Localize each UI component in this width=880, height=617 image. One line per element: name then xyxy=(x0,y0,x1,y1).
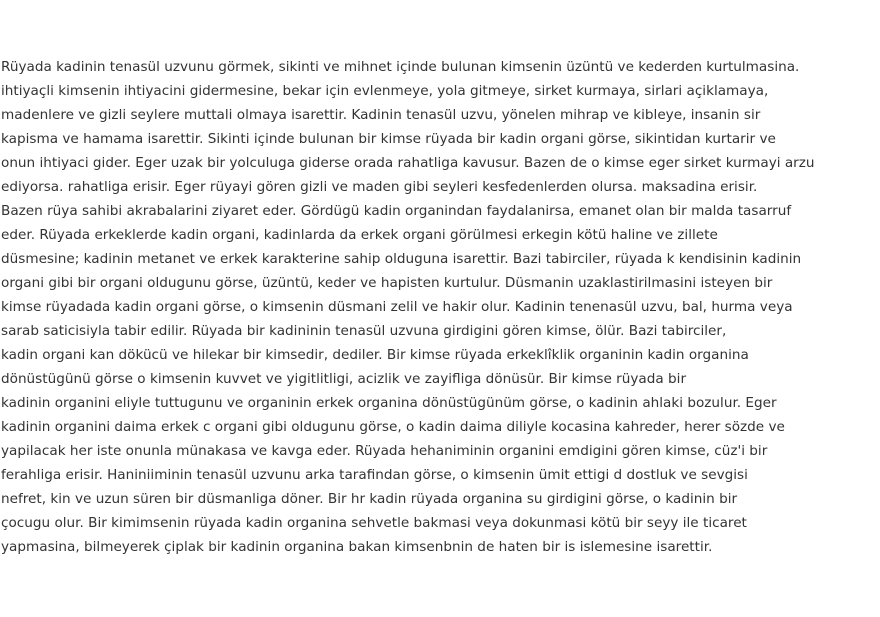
text-line: organi gibi bir organi oldugunu görse, üzüntü, keder ve hapisten kurtulur. Düsmanin uzaklastirilmasini isteyen bir xyxy=(1,275,773,291)
text-line: nefret, kin ve uzun süren bir düsmanliga döner. Bir hr kadin rüyada organina su girdigini görse, o kadinin bir xyxy=(1,491,738,507)
text-line: Rüyada kadinin tenasül uzvunu görmek, sikinti ve mihnet içinde bulunan kimsenin üzüntü ve kederden kurtulmasina. xyxy=(1,59,800,75)
text-line: ediyorsa. rahatliga erisir. Eger rüyayi gören gizli ve maden gibi seyleri kesfedenlerden olursa. maksadina erisir. xyxy=(1,179,758,195)
text-line: kimse rüyadada kadin organi görse, o kimsenin düsmani zelil ve hakir olur. Kadinin tenenasül uzvu, bal, hurma veya xyxy=(1,299,793,315)
text-line: ihtiyaçli kimsenin ihtiyacini gidermesine, bekar için evlenmeye, yola gitmeye, sirket kurmaya, sirlari açiklamaya, xyxy=(1,83,769,99)
text-line: eder. Rüyada erkeklerde kadin organi, kadinlarda da erkek organi görülmesi erkegin kötü haline ve zillete xyxy=(1,227,718,243)
text-line: yapilacak her iste onunla münakasa ve kavga eder. Rüyada hehaniminin organini emdigini gören kimse, cüz'i bir xyxy=(1,443,768,459)
text-line: çocugu olur. Bir kimimsenin rüyada kadin organina sehvetle bakmasi veya dokunmasi kötü bir seyy ile ticaret xyxy=(1,515,747,531)
text-line: Bazen rüya sahibi akrabalarini ziyaret eder. Gördügü kadin organindan faydalanirsa, emanet olan bir malda tasarruf xyxy=(1,203,792,219)
text-line: düsmesine; kadinin metanet ve erkek karakterine sahip olduguna isarettir. Bazi tabirciler, rüyada k kendisinin kadinin xyxy=(1,251,802,267)
article-text xyxy=(1,55,877,559)
text-line: kadinin organini eliyle tuttugunu ve organinin erkek organina dönüstügünüm görse, o kadinin ahlaki bozulur. Eger xyxy=(1,395,777,411)
text-line: dönüstügünü görse o kimsenin kuvvet ve yigitlitligi, acizlik ve zayifliga dönüsür. Bir kimse rüyada bir xyxy=(1,371,687,387)
text-line: kadinin organini daima erkek c organi gibi oldugunu görse, o kadin daima diliyle kocasina kahreder, herer sözde ve xyxy=(1,419,785,435)
text-line: sarab saticisiyla tabir edilir. Rüyada bir kadininin tenasül uzvuna girdigini gören kimse, ölür. Bazi tabirciler, xyxy=(1,323,727,339)
text-line: kapisma ve hamama isarettir. Sikinti içinde bulunan bir kimse rüyada bir kadin organi görse, sikintidan kurtarir ve xyxy=(1,131,776,147)
text-line: onun ihtiyaci gider. Eger uzak bir yolculuga giderse orada rahatliga kavusur. Bazen de o kimse eger sirket kurmayi arzu xyxy=(1,155,815,171)
text-line: kadin organi kan dökücü ve hilekar bir kimsedir, dediler. Bir kimse rüyada erkeklîklik organinin kadin organina xyxy=(1,347,749,363)
text-line: madenlere ve gizli seylere muttali olmaya isarettir. Kadinin tenasül uzvu, yönelen mihrap ve kibleye, insanin sir xyxy=(1,107,761,123)
text-line: yapmasina, bilmeyerek çiplak bir kadinin organina bakan kimsenbnin de haten bir is islemesine isarettir. xyxy=(1,539,713,555)
text-line: ferahliga erisir. Haniniiminin tenasül uzvunu arka tarafindan görse, o kimsenin ümit ettigi d dostluk ve sevgisi xyxy=(1,467,748,483)
